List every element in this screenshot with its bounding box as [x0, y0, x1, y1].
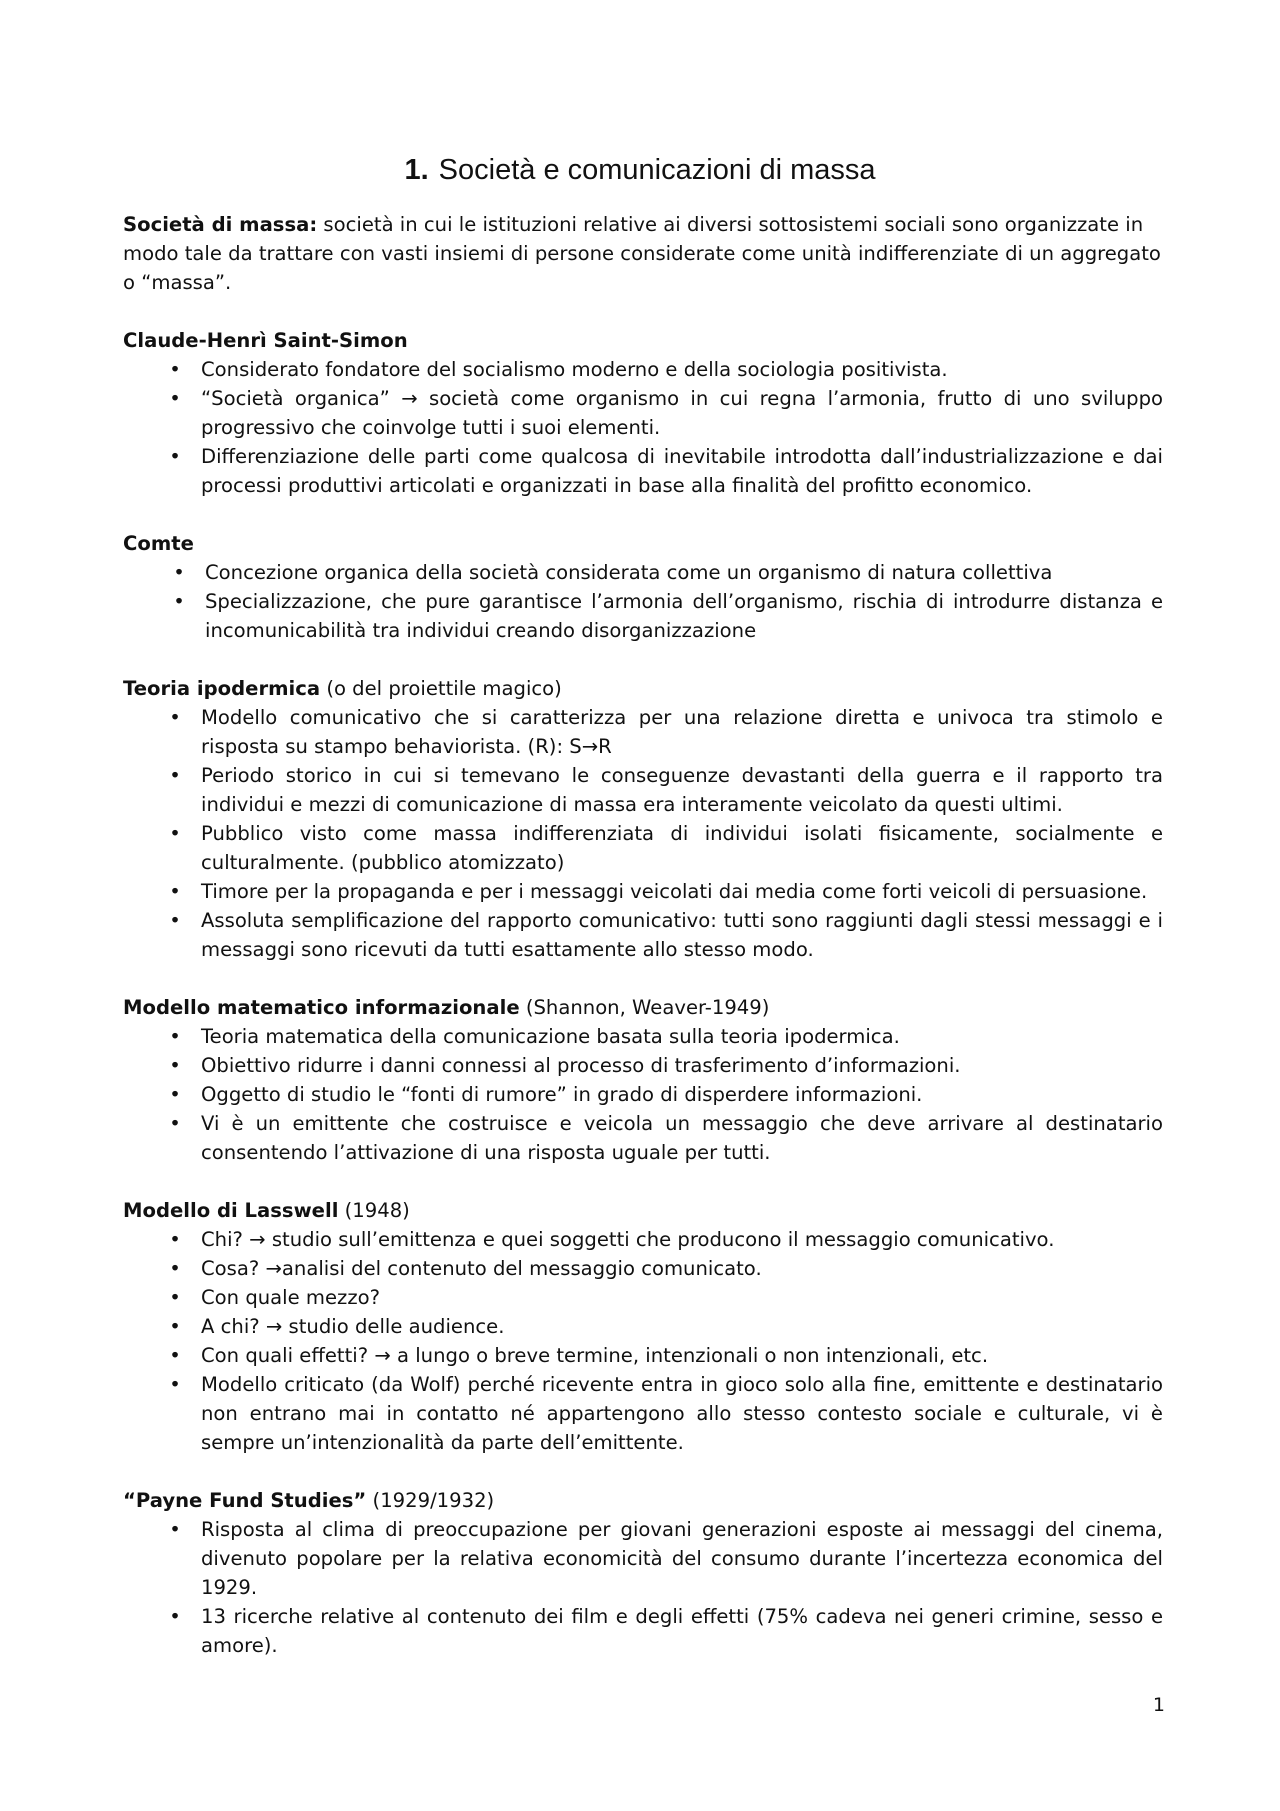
section-heading-bold: Teoria ipodermica	[123, 677, 321, 700]
list-item	[123, 1080, 1163, 1109]
section-heading-rest: (Shannon, Weaver-1949)	[519, 996, 770, 1019]
bullet-icon: •	[169, 445, 181, 468]
list-item	[123, 442, 1163, 500]
section-heading-bold: Modello matematico informazionale	[123, 996, 520, 1019]
list-item-text: Obiettivo ridurre i danni connessi al processo di trasferimento d’informazioni.	[201, 1054, 961, 1077]
bullet-icon: •	[169, 880, 181, 903]
list-item-text: Timore per la propaganda e per i messaggi veicolati dai media come forti veicoli di persuasione.	[201, 880, 1148, 903]
section-heading	[123, 674, 1163, 703]
section-teoria-ipodermica	[123, 674, 1163, 964]
section-lasswell	[123, 1196, 1163, 1457]
list-item-text: Teoria matematica della comunicazione basata sulla teoria ipodermica.	[201, 1025, 900, 1048]
section-heading	[123, 326, 1163, 355]
list-item	[123, 1283, 1163, 1312]
list-item-text: Risposta al clima di preoccupazione per giovani generazioni esposte ai messaggi del cinema, divenuto popolare per la relativa economicità del consumo durante l’incertezza economica del 1929.	[201, 1518, 1163, 1599]
title-number: 1.	[404, 154, 429, 186]
list-item	[123, 761, 1163, 819]
section-heading-rest: (o del proiettile magico)	[320, 677, 562, 700]
page-content	[123, 210, 1163, 1660]
section-payne-fund	[123, 1486, 1163, 1660]
intro-text: società in cui le istituzioni relative ai diversi sottosistemi sociali sono organizzate in modo tale da trattare con vasti insiemi di persone considerate come unità indifferenziate di un aggregato o “massa”.	[123, 213, 1161, 294]
bullet-icon: •	[169, 387, 181, 410]
bullet-icon: •	[169, 1054, 181, 1077]
bullet-icon: •	[169, 1257, 181, 1280]
page-number: 1	[1152, 1694, 1165, 1716]
list-item-text: Specializzazione, che pure garantisce l’armonia dell’organismo, rischia di introdurre distanza e incomunicabilità tra individui creando disorganizzazione	[205, 590, 1163, 642]
list-item-text: Con quale mezzo?	[201, 1286, 381, 1309]
bullet-icon: •	[169, 909, 181, 932]
section-heading-bold: Comte	[123, 532, 194, 555]
list-item-text: 13 ricerche relative al contenuto dei film e degli effetti (75% cadeva nei generi crimine, sesso e amore).	[201, 1605, 1163, 1657]
intro-term: Società di massa:	[123, 213, 318, 236]
bullet-icon: •	[173, 590, 185, 613]
list-item-text: Chi? → studio sull’emittenza e quei soggetti che producono il messaggio comunicativo.	[201, 1228, 1055, 1251]
list-item-text: Concezione organica della società considerata come un organismo di natura collettiva	[205, 561, 1053, 584]
list-item-text: Modello comunicativo che si caratterizza per una relazione diretta e univoca tra stimolo e risposta su stampo behaviorista. (R): S→R	[201, 706, 1163, 758]
list-item	[123, 1370, 1163, 1457]
list-item	[123, 1051, 1163, 1080]
bullet-icon: •	[169, 1228, 181, 1251]
section-heading	[123, 529, 1163, 558]
list-item-text: Modello criticato (da Wolf) perché ricevente entra in gioco solo alla fine, emittente e destinatario non entrano mai in contatto né appartengono allo stesso contesto sociale e culturale, vi è sempre un’intenzionalità da parte dell’emittente.	[201, 1373, 1163, 1454]
bullet-icon: •	[169, 1286, 181, 1309]
list-item-text: Periodo storico in cui si temevano le conseguenze devastanti della guerra e il rapporto tra individui e mezzi di comunicazione di massa era interamente veicolato da questi ultimi.	[201, 764, 1163, 816]
bullet-icon: •	[169, 358, 181, 381]
list-item-text: Differenziazione delle parti come qualcosa di inevitabile introdotta dall’industrializzazione e dai processi produttivi articolati e organizzati in base alla finalità del profitto economico.	[201, 445, 1163, 497]
bullet-list	[123, 1515, 1163, 1660]
list-item-text: Cosa? →analisi del contenuto del messaggio comunicato.	[201, 1257, 762, 1280]
list-item	[123, 1312, 1163, 1341]
bullet-list	[123, 1022, 1163, 1167]
section-heading-bold: Modello di Lasswell	[123, 1199, 339, 1222]
list-item	[123, 384, 1163, 442]
bullet-icon: •	[169, 822, 181, 845]
bullet-list	[123, 1225, 1163, 1457]
list-item	[123, 877, 1163, 906]
list-item	[123, 558, 1163, 587]
intro-paragraph	[123, 210, 1163, 297]
list-item	[123, 1341, 1163, 1370]
bullet-icon: •	[169, 1373, 181, 1396]
bullet-icon: •	[169, 1344, 181, 1367]
list-item	[123, 1254, 1163, 1283]
bullet-icon: •	[169, 1605, 181, 1628]
list-item	[123, 1225, 1163, 1254]
list-item-text: Considerato fondatore del socialismo moderno e della sociologia positivista.	[201, 358, 948, 381]
bullet-icon: •	[169, 764, 181, 787]
bullet-icon: •	[169, 1112, 181, 1135]
list-item	[123, 587, 1163, 645]
bullet-icon: •	[169, 1025, 181, 1048]
list-item-text: A chi? → studio delle audience.	[201, 1315, 505, 1338]
list-item-text: Oggetto di studio le “fonti di rumore” in grado di disperdere informazioni.	[201, 1083, 923, 1106]
bullet-list	[123, 558, 1163, 645]
section-heading	[123, 993, 1163, 1022]
list-item	[123, 1515, 1163, 1602]
section-saint-simon	[123, 326, 1163, 500]
bullet-list	[123, 355, 1163, 500]
section-heading-rest: (1948)	[338, 1199, 410, 1222]
list-item	[123, 1022, 1163, 1051]
page-title	[0, 150, 1280, 190]
list-item	[123, 1109, 1163, 1167]
section-heading-bold: “Payne Fund Studies”	[123, 1489, 367, 1512]
list-item	[123, 819, 1163, 877]
list-item-text: Vi è un emittente che costruisce e veicola un messaggio che deve arrivare al destinatario consentendo l’attivazione di una risposta uguale per tutti.	[201, 1112, 1163, 1164]
title-text: Società e comunicazioni di massa	[438, 154, 876, 186]
bullet-icon: •	[169, 1518, 181, 1541]
list-item-text: Assoluta semplificazione del rapporto comunicativo: tutti sono raggiunti dagli stessi messaggi e i messaggi sono ricevuti da tutti esattamente allo stesso modo.	[201, 909, 1163, 961]
section-heading-bold: Claude-Henrì Saint-Simon	[123, 329, 408, 352]
bullet-list	[123, 703, 1163, 964]
list-item	[123, 1602, 1163, 1660]
bullet-icon: •	[169, 1315, 181, 1338]
section-heading-rest: (1929/1932)	[366, 1489, 495, 1512]
bullet-icon: •	[169, 1083, 181, 1106]
list-item-text: “Società organica” → società come organismo in cui regna l’armonia, frutto di uno sviluppo progressivo che coinvolge tutti i suoi elementi.	[201, 387, 1163, 439]
list-item-text: Con quali effetti? → a lungo o breve termine, intenzionali o non intenzionali, etc.	[201, 1344, 989, 1367]
bullet-icon: •	[169, 706, 181, 729]
section-comte	[123, 529, 1163, 645]
list-item-text: Pubblico visto come massa indifferenziata di individui isolati fisicamente, socialmente e culturalmente. (pubblico atomizzato)	[201, 822, 1163, 874]
list-item	[123, 703, 1163, 761]
section-modello-matematico	[123, 993, 1163, 1167]
section-heading	[123, 1196, 1163, 1225]
bullet-icon: •	[173, 561, 185, 584]
list-item	[123, 906, 1163, 964]
section-heading	[123, 1486, 1163, 1515]
list-item	[123, 355, 1163, 384]
